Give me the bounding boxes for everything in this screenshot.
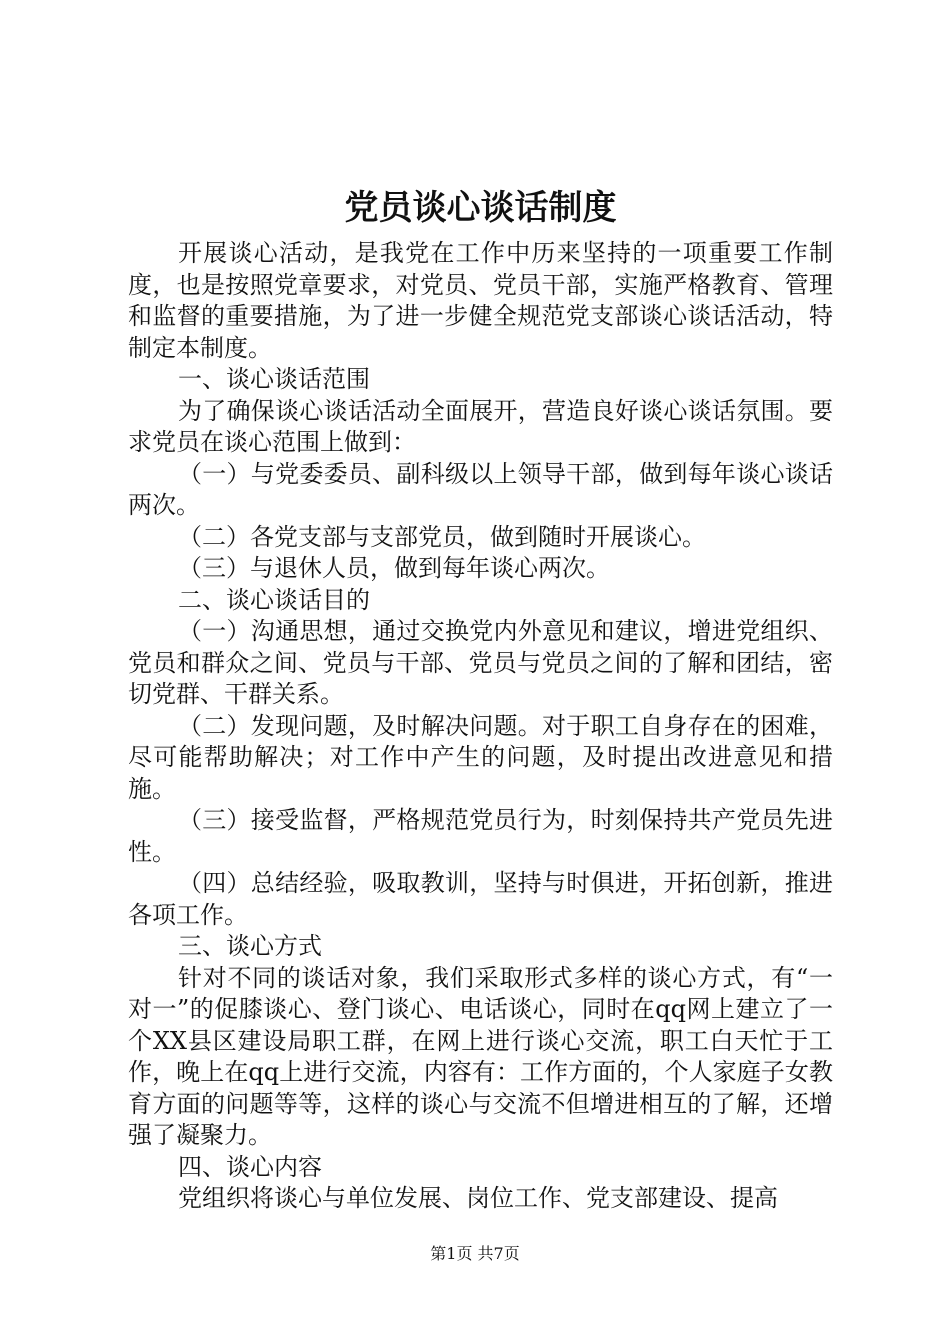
paragraph-purpose-item-1: （一）沟通思想，通过交换党内外意见和建议，增进党组织、党员和群众之间、党员与干部、党员与党员之间的了解和团结，密切党群、干群关系。 xyxy=(128,617,833,708)
section-heading-2: 二、谈心谈话目的 xyxy=(178,585,370,614)
document-title: 党员谈心谈话制度 xyxy=(344,188,617,228)
paragraph-scope-item-2: （二）各党支部与支部党员，做到随时开展谈心。 xyxy=(178,522,706,551)
section-heading-3: 三、谈心方式 xyxy=(178,932,322,960)
paragraph-scope-item-3: （三）与退休人员，做到每年谈心两次。 xyxy=(178,554,610,582)
paragraph-scope: 为了确保谈心谈话活动全面展开，营造良好谈心谈话氛围。要求党员在谈心范围上做到： xyxy=(128,396,833,456)
document-page xyxy=(128,180,833,1215)
page-footer: 第1页 共7页 xyxy=(430,1244,520,1263)
paragraph-scope-item-1: （一）与党委委员、副科级以上领导干部，做到每年谈心谈话两次。 xyxy=(128,459,833,519)
paragraph-purpose-item-3: （三）接受监督，严格规范党员行为，时刻保持共产党员先进性。 xyxy=(128,806,833,866)
paragraph-purpose-item-4: （四）总结经验，吸取教训，坚持与时俱进，开拓创新，推进各项工作。 xyxy=(128,869,833,929)
paragraph-content: 党组织将谈心与单位发展、岗位工作、党支部建设、提高 xyxy=(178,1184,778,1212)
paragraph-purpose-item-2: （二）发现问题，及时解决问题。对于职工自身存在的困难，尽可能帮助解决；对工作中产生的问题，及时提出改进意见和措施。 xyxy=(128,711,833,803)
paragraph-method: 针对不同的谈话对象，我们采取形式多样的谈心方式，有“一对一”的促膝谈心、登门谈心、电话谈心，同时在qq网上建立了一个XX县区建设局职工群，在网上进行谈心交流，职工白天忙于工作，晚上在qq上进行交流，内容有：工作方面的，个人家庭子女教育方面的问题等等，这样的谈心与交流不但增进相互的了解，还增强了凝聚力。 xyxy=(128,963,833,1149)
section-heading-4: 四、谈心内容 xyxy=(178,1152,322,1181)
paragraph-intro: 开展谈心活动，是我党在工作中历来坚持的一项重要工作制度，也是按照党章要求，对党员、党员干部，实施严格教育、管理和监督的重要措施，为了进一步健全规范党支部谈心谈话活动，特制定本制度。 xyxy=(128,239,833,362)
section-heading-1: 一、谈心谈话范围 xyxy=(178,365,370,393)
